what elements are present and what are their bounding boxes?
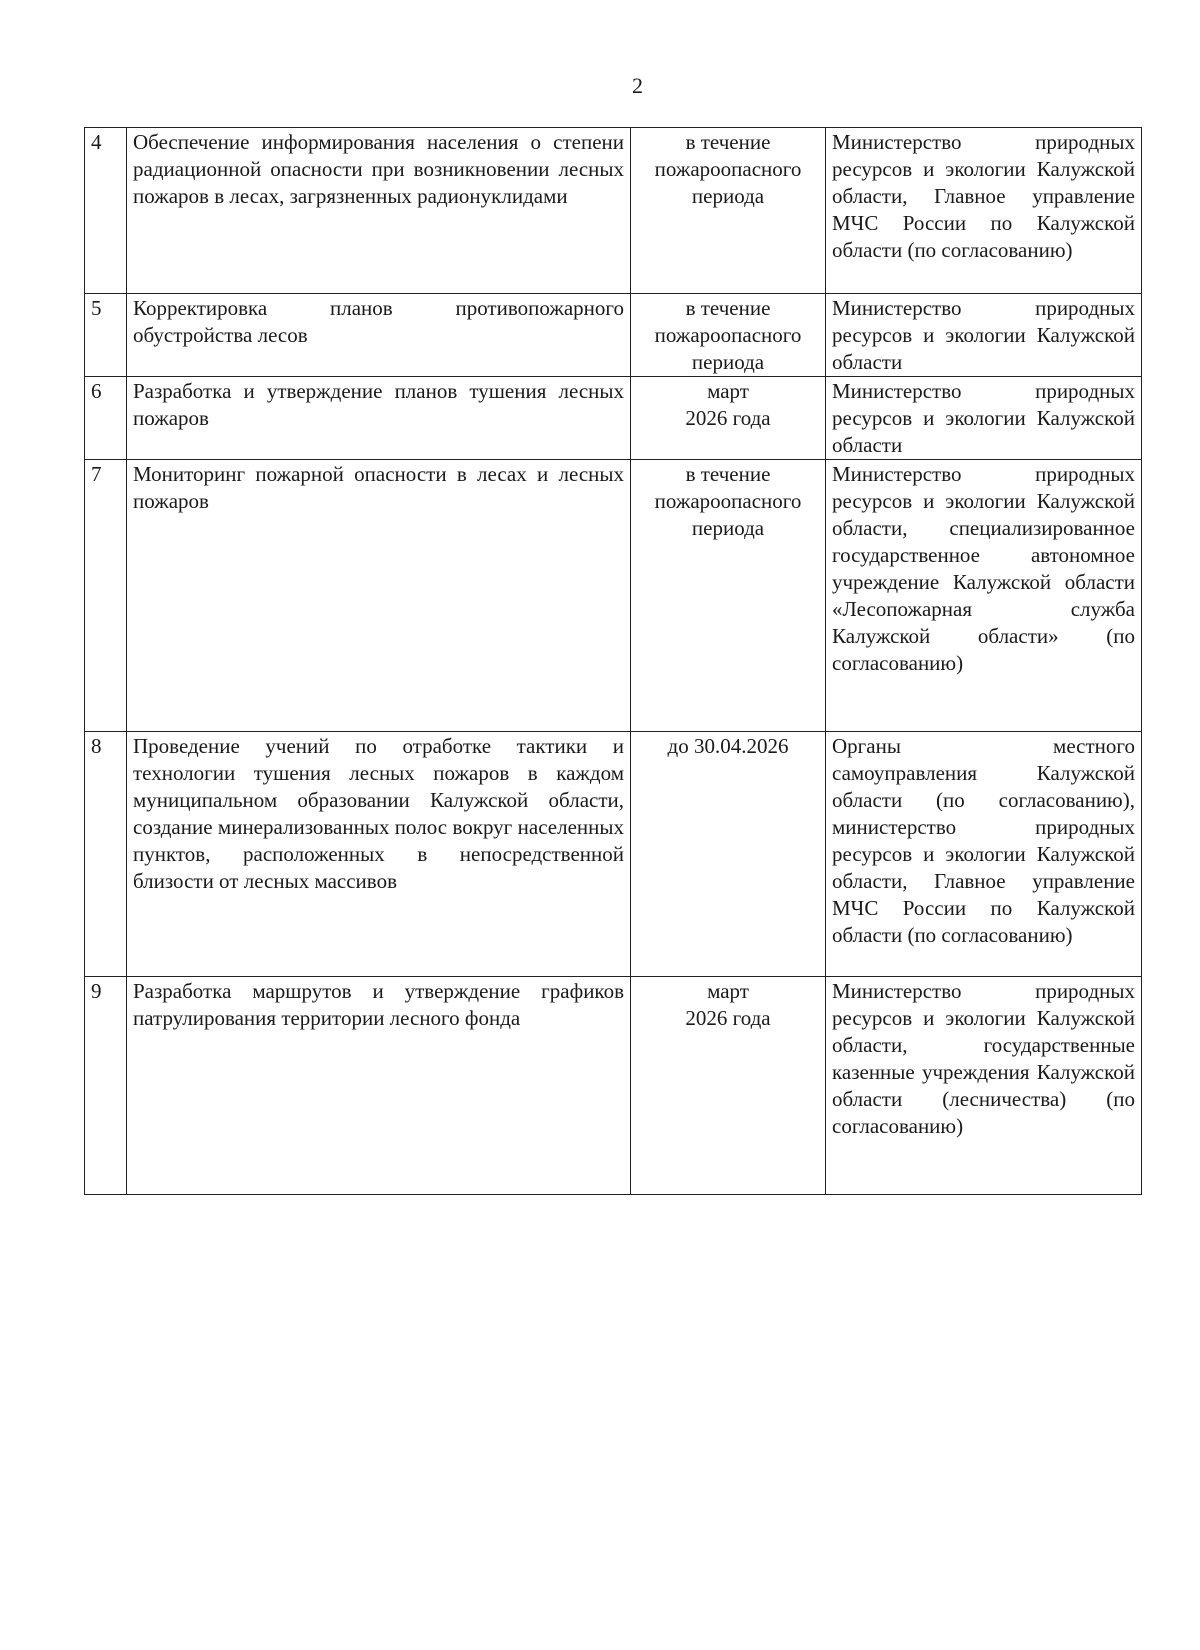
responsible-party: Министерство природных ресурсов и экологии Калужской области	[826, 377, 1142, 460]
measure-description: Мониторинг пожарной опасности в лесах и лесных пожаров	[127, 460, 631, 732]
responsible-party: Министерство природных ресурсов и экологии Калужской области, Главное управление МЧС России по Калужской области (по согласованию)	[826, 128, 1142, 294]
table-row	[85, 732, 1142, 977]
page-number: 2	[632, 73, 643, 98]
table-row	[85, 460, 1142, 732]
row-number: 5	[85, 294, 127, 377]
row-number: 6	[85, 377, 127, 460]
table-row	[85, 294, 1142, 377]
row-number: 8	[85, 732, 127, 977]
measure-description: Разработка и утверждение планов тушения лесных пожаров	[127, 377, 631, 460]
measure-description: Разработка маршрутов и утверждение графиков патрулирования территории лесного фонда	[127, 977, 631, 1195]
row-number: 4	[85, 128, 127, 294]
measure-description: Обеспечение информирования населения о степени радиационной опасности при возникновении лесных пожаров в лесах, загрязненных радионуклидами	[127, 128, 631, 294]
responsible-party: Министерство природных ресурсов и экологии Калужской области, государственные казенные учреждения Калужской области (лесничества) (по согласованию)	[826, 977, 1142, 1195]
responsible-party: Министерство природных ресурсов и экологии Калужской области, специализированное государственное автономное учреждение Калужской области «Лесопожарная служба Калужской области» (по согласованию)	[826, 460, 1142, 732]
row-number: 9	[85, 977, 127, 1195]
responsible-party: Министерство природных ресурсов и экологии Калужской области	[826, 294, 1142, 377]
deadline: в течение пожароопасного периода	[631, 294, 826, 377]
responsible-party: Органы местного самоуправления Калужской области (по согласованию), министерство природных ресурсов и экологии Калужской области, Главное управление МЧС России по Калужской области (по согласованию)	[826, 732, 1142, 977]
table-row	[85, 977, 1142, 1195]
deadline: до 30.04.2026	[631, 732, 826, 977]
row-number: 7	[85, 460, 127, 732]
table-row	[85, 128, 1142, 294]
deadline: март 2026 года	[631, 377, 826, 460]
measure-description: Корректировка планов противопожарного обустройства лесов	[127, 294, 631, 377]
measures-table	[84, 127, 1142, 1195]
table-row	[85, 377, 1142, 460]
deadline: март 2026 года	[631, 977, 826, 1195]
deadline: в течение пожароопасного периода	[631, 460, 826, 732]
measure-description: Проведение учений по отработке тактики и технологии тушения лесных пожаров в каждом муниципальном образовании Калужской области, создание минерализованных полос вокруг населенных пунктов, расположенных в непосредственной близости от лесных массивов	[127, 732, 631, 977]
deadline: в течение пожароопасного периода	[631, 128, 826, 294]
